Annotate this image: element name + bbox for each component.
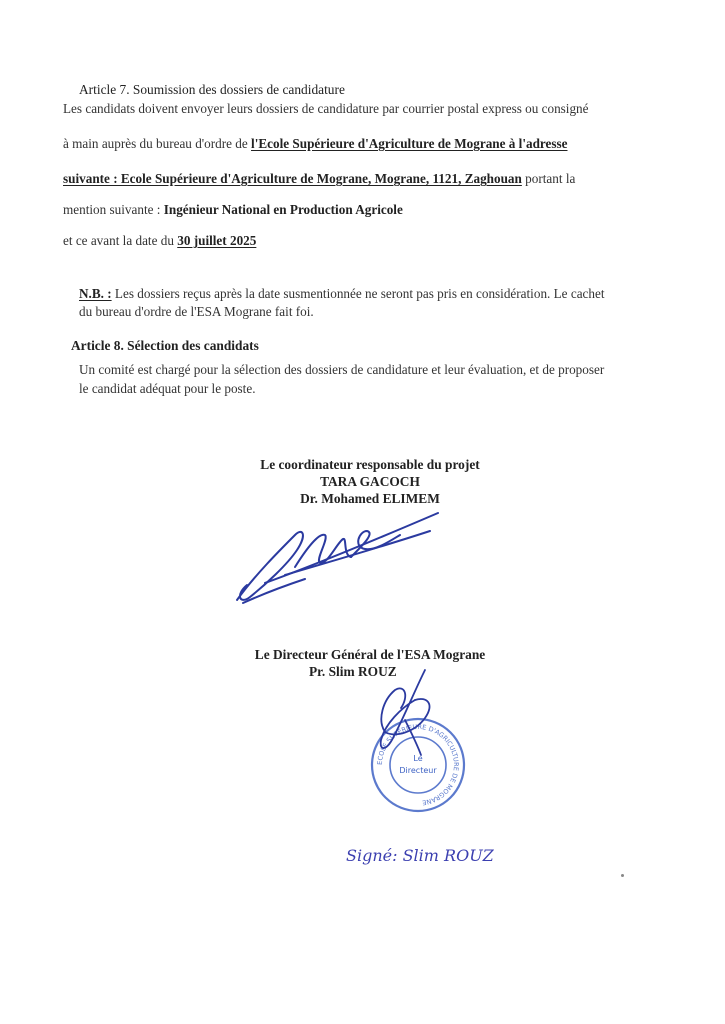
article-7-line-1: Les candidats doivent envoyer leurs dossiers de candidature par courrier postal express ou consigné [63,101,589,116]
stamp-center-top: Le [413,754,423,763]
director-name: Pr. Slim ROUZ [309,664,397,679]
nb-line-1: N.B. : Les dossiers reçus après la date susmentionnée ne seront pas pris en considération. Le cachet [79,286,605,301]
stamp-center-bottom: Directeur [399,766,437,775]
article-7-line-3: suivante : Ecole Supérieure d'Agriculture de Mograne, Mograne, 1121, Zaghouan portant la [63,171,576,186]
article-7-line-2: à main auprès du bureau d'ordre de l'Ecole Supérieure d'Agriculture de Mograne à l'adresse [63,136,568,151]
coordinator-role: Le coordinateur responsable du projet [260,457,480,472]
article-7-line-4: mention suivante : Ingénieur National en Production Agricole [63,202,403,217]
coordinator-project: TARA GACOCH [320,474,420,489]
nb-line-2: du bureau d'ordre de l'ESA Mograne fait foi. [79,304,314,319]
coordinator-signature [225,505,445,610]
article-7-line-5: et ce avant la date du 30 juillet 2025 [63,233,257,248]
director-signature [365,660,445,770]
nb-label: N.B. : [79,286,112,301]
scan-speck [621,874,624,877]
article-8-line-1: Un comité est chargé pour la sélection des dossiers de candidature et leur évaluation, et de proposer [79,362,605,377]
article-7-title: Article 7. Soumission des dossiers de candidature [79,82,345,97]
stamp-ring-text: ECOLE SUPERIEURE D'AGRICULTURE DE MOGRANE [375,722,461,807]
article-8-title: Article 8. Sélection des candidats [71,338,259,353]
signed-note: Signé: Slim ROUZ [346,846,494,865]
article-8-line-2: le candidat adéquat pour le poste. [79,381,256,396]
director-role: Le Directeur Général de l'ESA Mograne [254,647,486,662]
coordinator-name: Dr. Mohamed ELIMEM [300,491,440,506]
